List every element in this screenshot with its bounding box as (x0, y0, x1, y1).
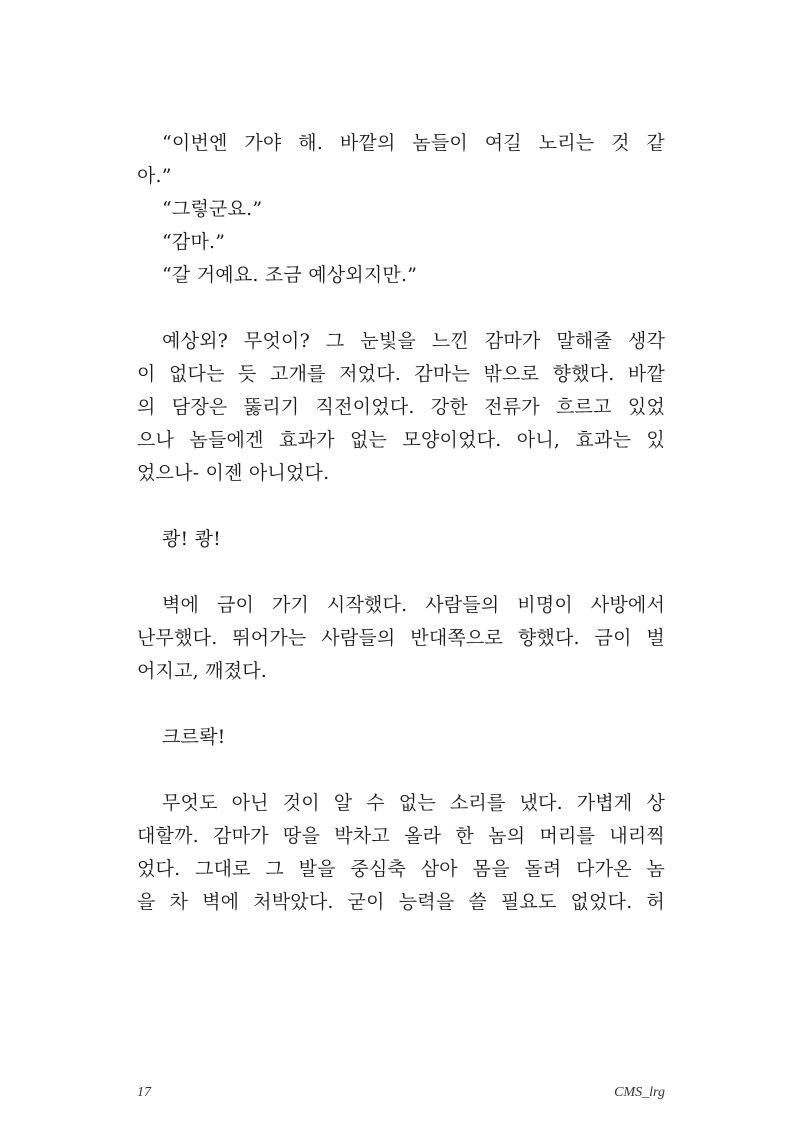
paragraph-gap (137, 688, 665, 721)
text-line: 으나 놈들에겐 효과가 없는 모양이었다. 아니, 효과는 있 (137, 429, 665, 451)
text-line: 벽에 금이 가기 시작했다. 사람들의 비명이 사방에서 (162, 594, 665, 616)
text-line: 난무했다. 뛰어가는 사람들의 반대쪽으로 향했다. 금이 벌 (137, 627, 665, 649)
text-line: “감마.” (162, 231, 226, 253)
text-line: 이 없다는 듯 고개를 저었다. 감마는 밖으로 향했다. 바깥 (137, 363, 665, 385)
text-line: “갈 거예요. 조금 예상외지만.” (162, 264, 418, 286)
paragraph-gap (137, 292, 665, 325)
body-text (137, 127, 665, 919)
page-footer (137, 1085, 665, 1105)
paragraph-gap (137, 490, 665, 523)
text-line: 대할까. 감마가 땅을 박차고 올라 한 놈의 머리를 내리찍 (137, 825, 665, 847)
text-line: 무엇도 아닌 것이 알 수 없는 소리를 냈다. 가볍게 상 (162, 792, 665, 814)
text-line: 어지고, 깨졌다. (137, 660, 268, 682)
text-line: 쾅! 쾅! (162, 528, 222, 550)
paragraph-gap (137, 556, 665, 589)
text-line: 아.” (137, 165, 172, 187)
text-line: 예상외? 무엇이? 그 눈빛을 느낀 감마가 말해줄 생각 (162, 330, 665, 352)
footer-label: CMS_lrg (614, 1085, 665, 1100)
text-line: “그렇군요.” (162, 198, 263, 220)
text-line: “이번엔 가야 해. 바깥의 놈들이 여길 노리는 것 같 (162, 132, 665, 154)
paragraph-gap (137, 754, 665, 787)
text-line: 크르롹! (162, 726, 226, 748)
page-number: 17 (137, 1085, 151, 1100)
text-line: 었으나- 이젠 아니었다. (137, 462, 330, 484)
text-line: 의 담장은 뚫리기 직전이었다. 강한 전류가 흐르고 있었 (137, 396, 665, 418)
text-line: 었다. 그대로 그 발을 중심축 삼아 몸을 돌려 다가온 놈 (137, 858, 665, 880)
text-line: 을 차 벽에 처박았다. 굳이 능력을 쓸 필요도 없었다. 허 (137, 891, 665, 913)
